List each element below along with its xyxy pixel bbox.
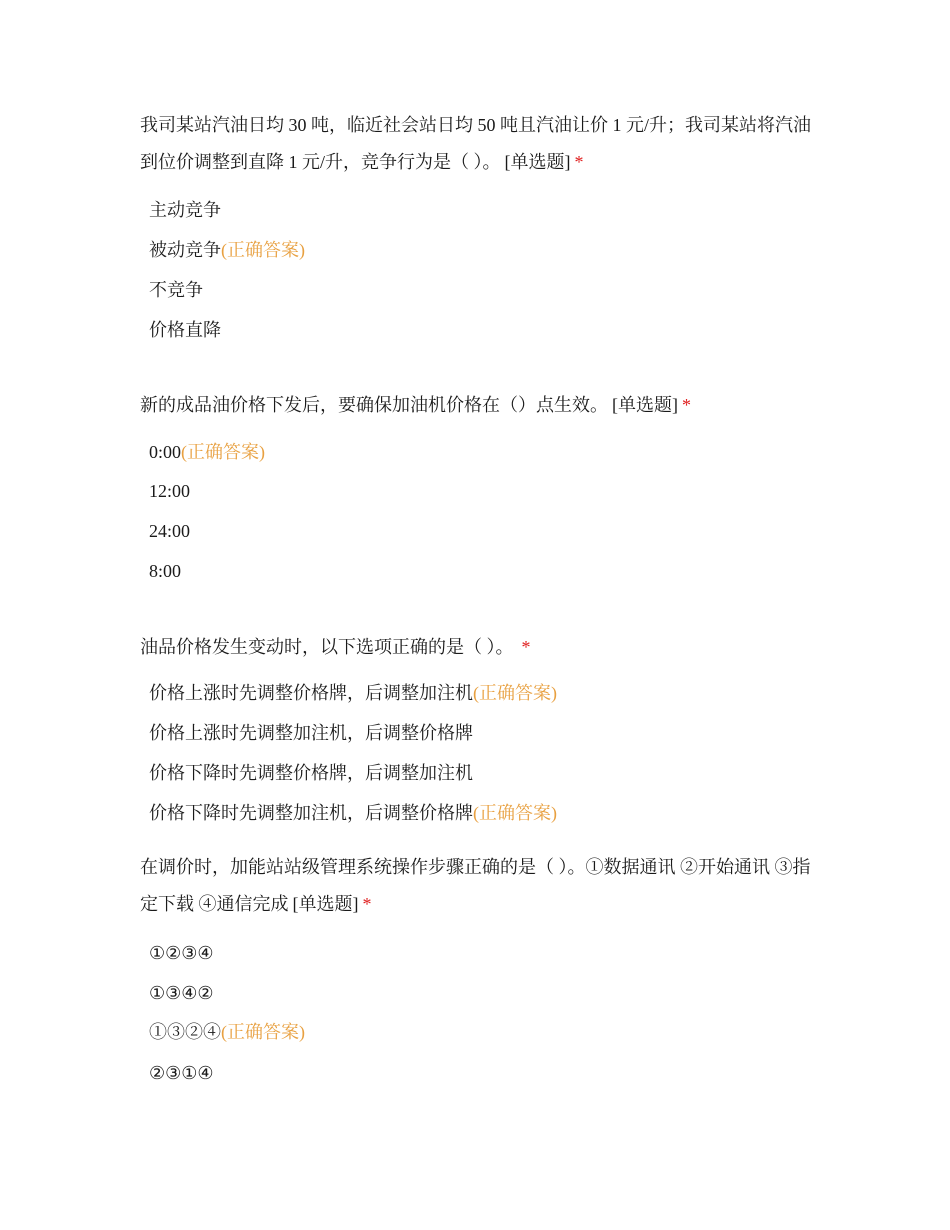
correct-answer-tag: (正确答案) bbox=[181, 442, 266, 462]
question-3 bbox=[140, 629, 820, 666]
question-4 bbox=[140, 849, 820, 923]
option[interactable] bbox=[149, 941, 214, 965]
question-stem: 油品价格发生变动时，以下选项正确的是（ ）。 bbox=[140, 637, 514, 657]
option-label: 被动竞争 bbox=[149, 240, 221, 260]
option[interactable] bbox=[149, 1061, 214, 1085]
option[interactable] bbox=[149, 559, 181, 583]
required-mark: * bbox=[574, 152, 584, 172]
option-label: ②③①④ bbox=[149, 1063, 214, 1083]
option[interactable] bbox=[149, 519, 190, 543]
correct-answer-tag: (正确答案) bbox=[221, 1022, 305, 1042]
option-label: ①③②④ bbox=[149, 1022, 221, 1042]
question-2 bbox=[140, 387, 820, 424]
option-label: 不竞争 bbox=[149, 280, 203, 300]
question-1 bbox=[140, 107, 820, 181]
option[interactable] bbox=[149, 238, 305, 262]
option[interactable] bbox=[149, 681, 557, 705]
option[interactable] bbox=[149, 801, 557, 825]
required-mark: * bbox=[682, 395, 691, 415]
option[interactable] bbox=[149, 318, 221, 342]
question-text bbox=[140, 629, 820, 666]
question-text bbox=[140, 107, 820, 181]
question-type-tag: [单选题] bbox=[612, 395, 678, 415]
required-mark: * bbox=[362, 894, 372, 914]
option-label: 8:00 bbox=[149, 561, 182, 581]
option-label: 0:00 bbox=[149, 442, 182, 462]
option-label: 价格直降 bbox=[149, 320, 221, 340]
option-label: ①③④② bbox=[149, 983, 214, 1003]
required-mark: * bbox=[521, 637, 531, 657]
question-text bbox=[140, 387, 820, 424]
option[interactable] bbox=[149, 721, 473, 745]
option[interactable] bbox=[149, 440, 265, 464]
option-label: 价格下降时先调整价格牌，后调整加注机 bbox=[149, 763, 473, 783]
option-label: 价格上涨时先调整价格牌，后调整加注机 bbox=[149, 683, 473, 703]
question-stem: 我司某站汽油日均 30 吨，临近社会站日均 50 吨且汽油让价 1 元/升；我司某站将汽油到位价调整到直降 1 元/升，竞争行为是（ ）。 bbox=[140, 115, 811, 172]
option[interactable] bbox=[149, 761, 473, 785]
question-stem: 新的成品油价格下发后，要确保加油机价格在（）点生效。 bbox=[140, 395, 608, 415]
question-type-tag: [单选题] bbox=[504, 152, 571, 172]
correct-answer-tag: (正确答案) bbox=[473, 683, 557, 703]
option-label: 12:00 bbox=[149, 481, 191, 501]
question-text bbox=[140, 849, 820, 923]
option[interactable] bbox=[149, 1020, 305, 1044]
option-label: ①②③④ bbox=[149, 943, 214, 963]
option[interactable] bbox=[149, 479, 190, 503]
option[interactable] bbox=[149, 278, 203, 302]
correct-answer-tag: (正确答案) bbox=[473, 803, 557, 823]
option[interactable] bbox=[149, 198, 221, 222]
option-label: 价格上涨时先调整加注机，后调整价格牌 bbox=[149, 723, 473, 743]
correct-answer-tag: (正确答案) bbox=[221, 240, 305, 260]
option-label: 主动竞争 bbox=[149, 200, 221, 220]
option[interactable] bbox=[149, 981, 214, 1005]
option-label: 24:00 bbox=[149, 521, 191, 541]
question-type-tag: [单选题] bbox=[292, 894, 359, 914]
question-stem: 在调价时，加能站站级管理系统操作步骤正确的是（ ）。①数据通讯 ②开始通讯 ③指定下载 ④通信完成 bbox=[140, 857, 811, 914]
option-label: 价格下降时先调整加注机，后调整价格牌 bbox=[149, 803, 473, 823]
